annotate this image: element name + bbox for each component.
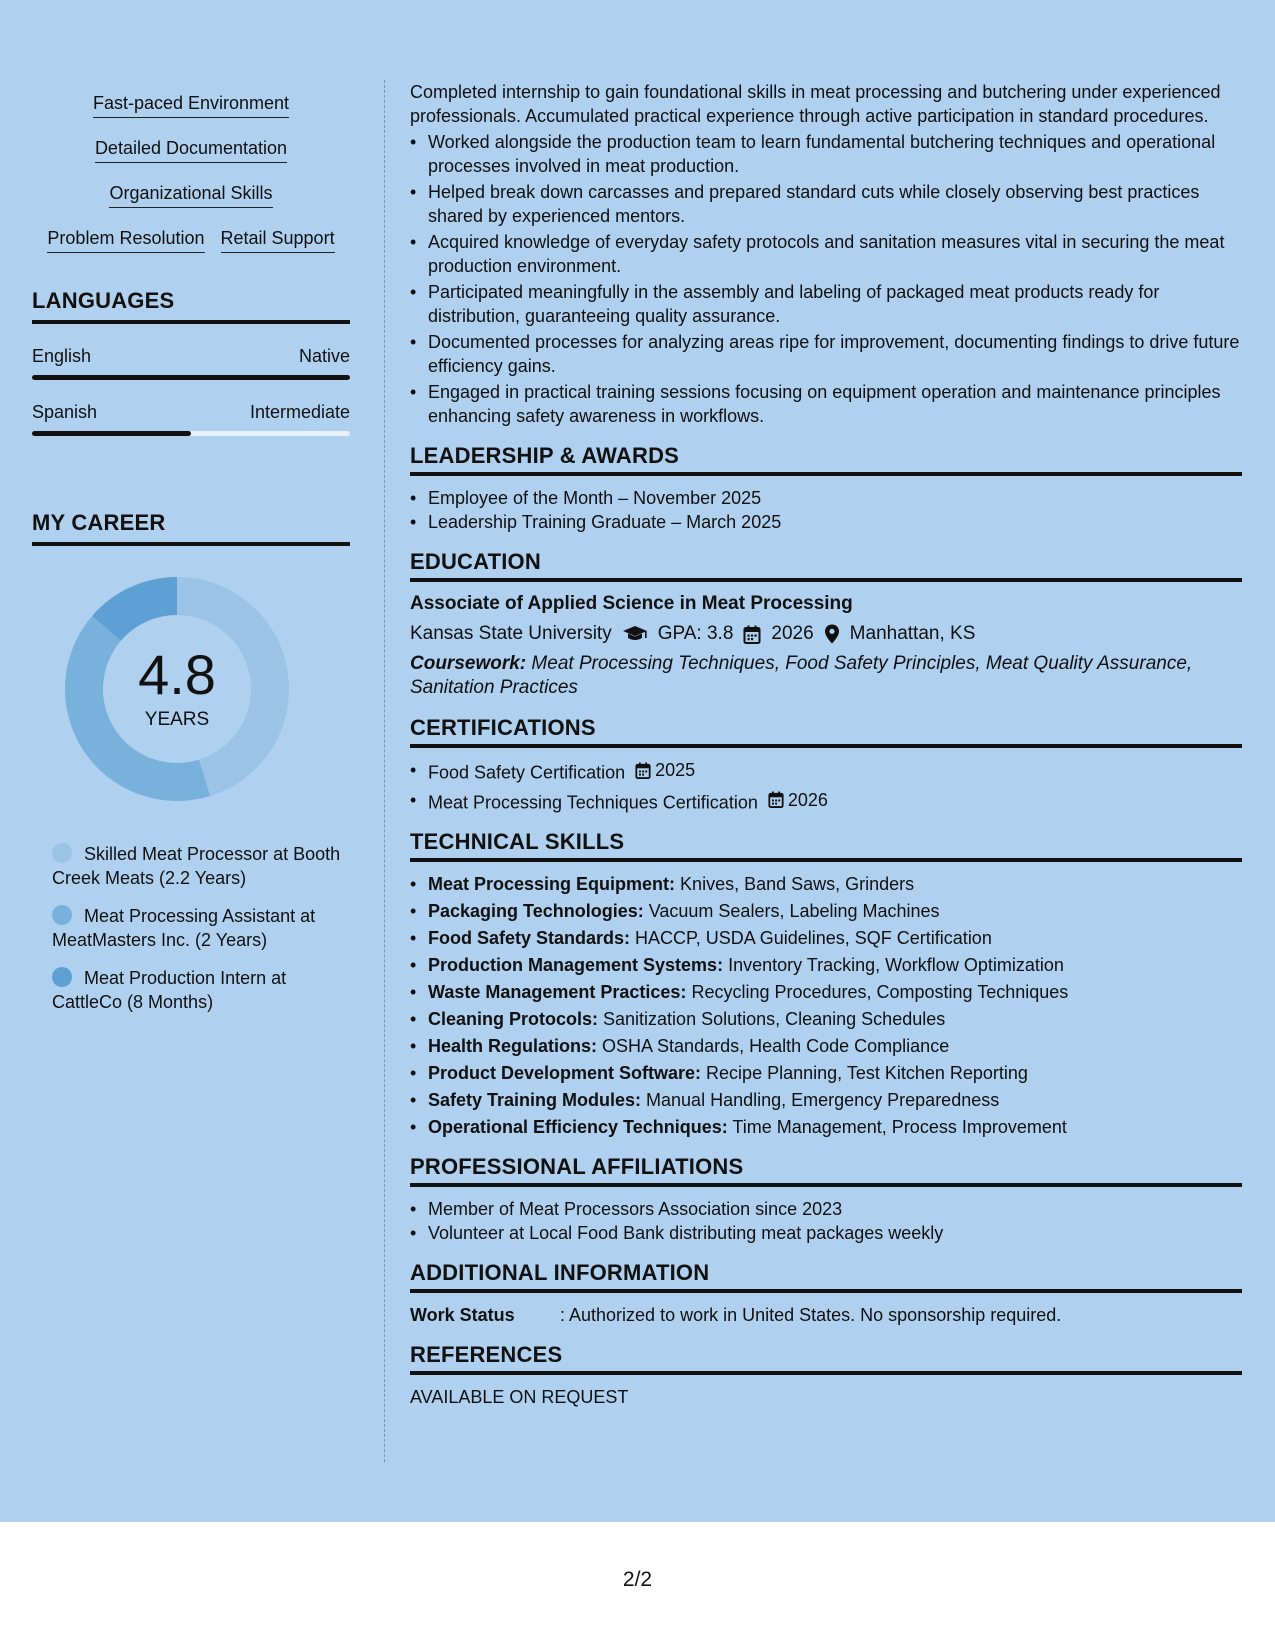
- additional-heading: ADDITIONAL INFORMATION: [410, 1261, 1242, 1293]
- skill-category: Waste Management Practices:: [428, 982, 687, 1002]
- certification-item: [410, 758, 1242, 785]
- certification-name: Meat Processing Techniques Certification: [428, 792, 758, 812]
- page-number: 2/2: [622, 1568, 653, 1591]
- leadership-list: [410, 486, 1242, 534]
- legend-dot: [52, 905, 72, 925]
- education-degree: Associate of Applied Science in Meat Processing: [410, 593, 853, 614]
- language-name: Spanish: [32, 402, 98, 422]
- coursework-label: Coursework:: [410, 653, 527, 674]
- award-item: • Leadership Training Graduate – March 2025: [410, 510, 1242, 534]
- affiliation-item: • Volunteer at Local Food Bank distributing meat packages weekly: [410, 1221, 1242, 1245]
- education-heading: EDUCATION: [410, 550, 1242, 582]
- skill-values: Time Management, Process Improvement: [727, 1117, 1067, 1137]
- coursework-text: Meat Processing Techniques, Food Safety Principles, Meat Quality Assurance, Sanitation Practices: [410, 653, 1193, 698]
- career-total: 4.8: [138, 643, 216, 706]
- language-row: [32, 346, 350, 367]
- career-legend-label: Meat Processing Assistant at MeatMasters Inc. (2 Years): [52, 906, 316, 950]
- calendar-icon: [768, 791, 784, 808]
- language-level: Native: [298, 346, 350, 366]
- work-status-row: [410, 1303, 1242, 1327]
- language-level-fill: [32, 431, 191, 436]
- certification-date: [768, 788, 828, 812]
- legend-dot: [52, 967, 72, 987]
- experience-bullets: [410, 130, 1242, 428]
- skill-category: Health Regulations:: [428, 1036, 598, 1056]
- experience-summary: Completed internship to gain foundational skills in meat processing and butchering under experienced professionals. Accumulated practical experience through active participation in standard procedures.: [410, 82, 1221, 126]
- skill-values: HACCP, USDA Guidelines, SQF Certification: [630, 928, 992, 948]
- skill-category: Food Safety Standards:: [428, 928, 631, 948]
- right-column: [410, 80, 1242, 1409]
- skill-category: Packaging Technologies:: [428, 901, 644, 921]
- leadership-heading: LEADERSHIP & AWARDS: [410, 444, 1242, 476]
- certification-date: [635, 758, 695, 782]
- career-heading: MY CAREER: [32, 510, 350, 546]
- language-level: Intermediate: [249, 402, 350, 422]
- technical-skills-list: [410, 872, 1242, 1139]
- skill-item: [410, 1034, 1242, 1058]
- calendar-icon: [635, 762, 651, 779]
- left-column: [32, 80, 350, 1028]
- language-level-bar: [32, 375, 350, 380]
- affiliations-list: [410, 1197, 1242, 1245]
- skill-values: Recipe Planning, Test Kitchen Reporting: [701, 1063, 1028, 1083]
- skill-tag: Problem Resolution: [47, 220, 204, 253]
- career-legend-label: Meat Production Intern at CattleCo (8 Months): [52, 968, 287, 1012]
- calendar-icon: [743, 625, 761, 644]
- experience-bullet: • Participated meaningfully in the assembly and labeling of packaged meat products ready for distribution, guaranteeing quality assurance.: [410, 280, 1242, 328]
- location-pin-icon: [824, 624, 840, 644]
- languages-heading: LANGUAGES: [32, 288, 350, 324]
- graduation-cap-icon: [622, 625, 648, 643]
- skill-category: Safety Training Modules:: [428, 1090, 642, 1110]
- career-donut-chart: [32, 566, 350, 816]
- legend-dot: [52, 843, 72, 863]
- skill-values: Knives, Band Saws, Grinders: [675, 874, 915, 894]
- skill-item: [410, 1007, 1242, 1031]
- experience-bullet: • Acquired knowledge of everyday safety protocols and sanitation measures vital in securing the meat production environment.: [410, 230, 1242, 278]
- skill-item: [410, 980, 1242, 1004]
- language-level-bar: [32, 431, 350, 436]
- career-legend-item: [52, 842, 350, 890]
- certification-year: 2026: [787, 789, 828, 810]
- skill-category: Meat Processing Equipment:: [428, 874, 676, 894]
- skill-values: Recycling Procedures, Composting Techniques: [686, 982, 1069, 1002]
- references-text: AVAILABLE ON REQUEST: [410, 1387, 629, 1407]
- education-meta: [410, 622, 1242, 646]
- tag-row: [32, 80, 350, 125]
- tag-row: [32, 170, 350, 215]
- experience-bullet: • Helped break down carcasses and prepared standard cuts while closely observing best practices shared by experienced mentors.: [410, 180, 1242, 228]
- skill-item: [410, 899, 1242, 923]
- skills-heading: TECHNICAL SKILLS: [410, 830, 1242, 862]
- affiliation-item: • Member of Meat Processors Association since 2023: [410, 1197, 1242, 1221]
- skill-item: [410, 953, 1242, 977]
- career-legend-item: [52, 904, 350, 952]
- skill-tags: [32, 80, 350, 260]
- languages-section: [32, 288, 350, 436]
- career-legend: [32, 842, 350, 1014]
- skill-values: OSHA Standards, Health Code Compliance: [597, 1036, 950, 1056]
- certifications-list: [410, 758, 1242, 814]
- column-divider: [384, 80, 385, 1462]
- skill-values: Manual Handling, Emergency Preparedness: [641, 1090, 1000, 1110]
- skill-category: Operational Efficiency Techniques:: [428, 1117, 728, 1137]
- certification-item: [410, 788, 1242, 815]
- skill-item: [410, 872, 1242, 896]
- skill-values: Vacuum Sealers, Labeling Machines: [643, 901, 940, 921]
- education-year: 2026: [771, 623, 814, 644]
- language-level-fill: [32, 375, 350, 380]
- language-row: [32, 402, 350, 423]
- skill-tag: Detailed Documentation: [95, 130, 287, 163]
- tag-row: [32, 125, 350, 170]
- skill-tag: Retail Support: [221, 220, 335, 253]
- work-status-label: Work Status: [410, 1305, 515, 1325]
- award-item: • Employee of the Month – November 2025: [410, 486, 1242, 510]
- references-heading: REFERENCES: [410, 1343, 1242, 1375]
- experience-bullet: • Engaged in practical training sessions focusing on equipment operation and maintenance principles enhancing safety awareness in workflows.: [410, 380, 1242, 428]
- certification-year: 2025: [655, 760, 696, 780]
- experience-bullet: • Documented processes for analyzing areas ripe for improvement, documenting findings to drive future efficiency gains.: [410, 330, 1242, 378]
- skill-item: [410, 1115, 1242, 1139]
- education-school: Kansas State University: [410, 623, 612, 644]
- career-legend-label: Skilled Meat Processor at Booth Creek Meats (2.2 Years): [52, 844, 341, 888]
- skill-category: Product Development Software:: [428, 1063, 702, 1083]
- skill-values: Sanitization Solutions, Cleaning Schedules: [598, 1009, 946, 1029]
- affiliations-heading: PROFESSIONAL AFFILIATIONS: [410, 1155, 1242, 1187]
- skill-tag: Fast-paced Environment: [93, 85, 289, 118]
- skill-values: Inventory Tracking, Workflow Optimization: [723, 955, 1064, 975]
- skill-item: [410, 1088, 1242, 1112]
- skill-category: Cleaning Protocols:: [428, 1009, 599, 1029]
- work-status-value: : Authorized to work in United States. No sponsorship required.: [560, 1305, 1062, 1325]
- certifications-heading: CERTIFICATIONS: [410, 716, 1242, 748]
- education-gpa: GPA: 3.8: [657, 623, 734, 644]
- language-name: English: [32, 346, 92, 366]
- tag-row: [32, 215, 350, 260]
- skill-category: Production Management Systems:: [428, 955, 724, 975]
- career-section: [32, 510, 350, 1014]
- skill-tag: Organizational Skills: [109, 175, 272, 208]
- career-legend-item: [52, 966, 350, 1014]
- certification-name: Food Safety Certification: [428, 762, 626, 783]
- education-coursework: [410, 652, 1242, 700]
- career-unit: YEARS: [144, 709, 210, 730]
- education-location: Manhattan, KS: [849, 623, 976, 644]
- skill-item: [410, 1061, 1242, 1085]
- skill-item: [410, 926, 1242, 950]
- experience-bullet: • Worked alongside the production team to learn fundamental butchering techniques and operational processes involved in meat production.: [410, 130, 1242, 178]
